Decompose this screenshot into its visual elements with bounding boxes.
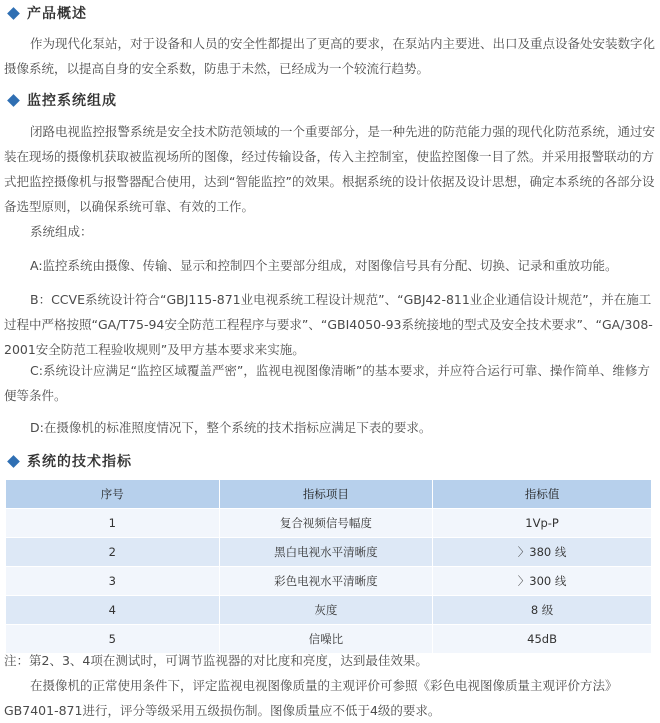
section-header-composition — [6, 90, 117, 110]
column-header-index: 序号 — [6, 480, 220, 509]
diamond-bullet-icon — [7, 94, 20, 107]
table-row — [6, 567, 652, 596]
column-header-item: 指标项目 — [219, 480, 433, 509]
table-cell: 〉300 线 — [433, 567, 652, 596]
overview-paragraph: 作为现代化泵站，对于设备和人员的安全性都提出了更高的要求，在泵站内主要进、出口及重点设备处安装数字化摄像系统，以提高自身的安全系数，防患于未然，已经成为一个较流行趋势。 — [4, 36, 656, 76]
table-header-row — [6, 480, 652, 509]
table-cell: 〉380 线 — [433, 538, 652, 567]
table-cell: 45dB — [433, 625, 652, 654]
table-cell: 2 — [6, 538, 220, 567]
table-cell: 复合视频信号幅度 — [219, 509, 433, 538]
table-cell: 1Vp-P — [433, 509, 652, 538]
diamond-bullet-icon — [7, 7, 20, 20]
table-cell: 灰度 — [219, 596, 433, 625]
table-cell: 8 级 — [433, 596, 652, 625]
table-cell: 黑白电视水平清晰度 — [219, 538, 433, 567]
specs-table — [5, 479, 652, 654]
diamond-bullet-icon — [7, 455, 20, 468]
table-row — [6, 596, 652, 625]
section-header-overview — [6, 3, 87, 23]
item-d-paragraph: D:在摄像机的标准照度情况下，整个系统的技术指标应满足下表的要求。 — [30, 420, 432, 435]
table-cell: 3 — [6, 567, 220, 596]
column-header-value: 指标值 — [433, 480, 652, 509]
item-c-paragraph: C:系统设计应满足“监控区域覆盖严密”，监视电视图像清晰”的基本要求，并应符合运行可靠、操作简单、维修方便等条件。 — [4, 363, 650, 403]
item-b-paragraph: B：CCVE系统设计符合“GBJ115-871业电视系统工程设计规范”、“GBJ42-811业企业通信设计规范”，并在施工过程中严格按照“GA/T75-94安全防范工程程序与要求”、“GBI4050-93系统接地的型式及安全技术要求”、“GA/308-2001安全防范工程验收规则”及甲方基本要求来实施。 — [4, 292, 653, 357]
composition-paragraph: 闭路电视监控报警系统是安全技术防范领域的一个重要部分，是一种先进的防范能力强的现代化防范系统，通过安装在现场的摄像机获取被监视场所的图像，经过传输设备，传入主控制室，使监控图像一目了然。并采用报警联动的方式把监控摄像机与报警器配合使用，达到“智能监控”的效果。根据系统的设计依据及设计思想，确定本系统的各部分设备选型原则，以确保系统可靠、有效的工作。 — [4, 124, 656, 214]
table-note: 注：第2、3、4项在测试时，可调节监视器的对比度和亮度，达到最佳效果。 — [4, 653, 428, 668]
table-row — [6, 538, 652, 567]
table-cell: 5 — [6, 625, 220, 654]
table-row — [6, 509, 652, 538]
table-cell: 4 — [6, 596, 220, 625]
section-title: 产品概述 — [27, 6, 87, 22]
closing-paragraph: 在摄像机的正常使用条件下，评定监视电视图像质量的主观评价可参照《彩色电视图像质量主观评价方法》GB7401-871进行，评分等级采用五级损伤制。图像质量应不低于4级的要求。 — [4, 678, 618, 718]
section-title: 系统的技术指标 — [27, 454, 132, 470]
item-a-paragraph: A:监控系统由摄像、传输、显示和控制四个主要部分组成，对图像信号具有分配、切换、记录和重放功能。 — [30, 258, 618, 273]
system-composition-label: 系统组成： — [30, 224, 93, 239]
section-header-specs — [6, 451, 132, 471]
table-cell: 1 — [6, 509, 220, 538]
section-title: 监控系统组成 — [27, 93, 117, 109]
table-cell: 信噪比 — [219, 625, 433, 654]
table-cell: 彩色电视水平清晰度 — [219, 567, 433, 596]
